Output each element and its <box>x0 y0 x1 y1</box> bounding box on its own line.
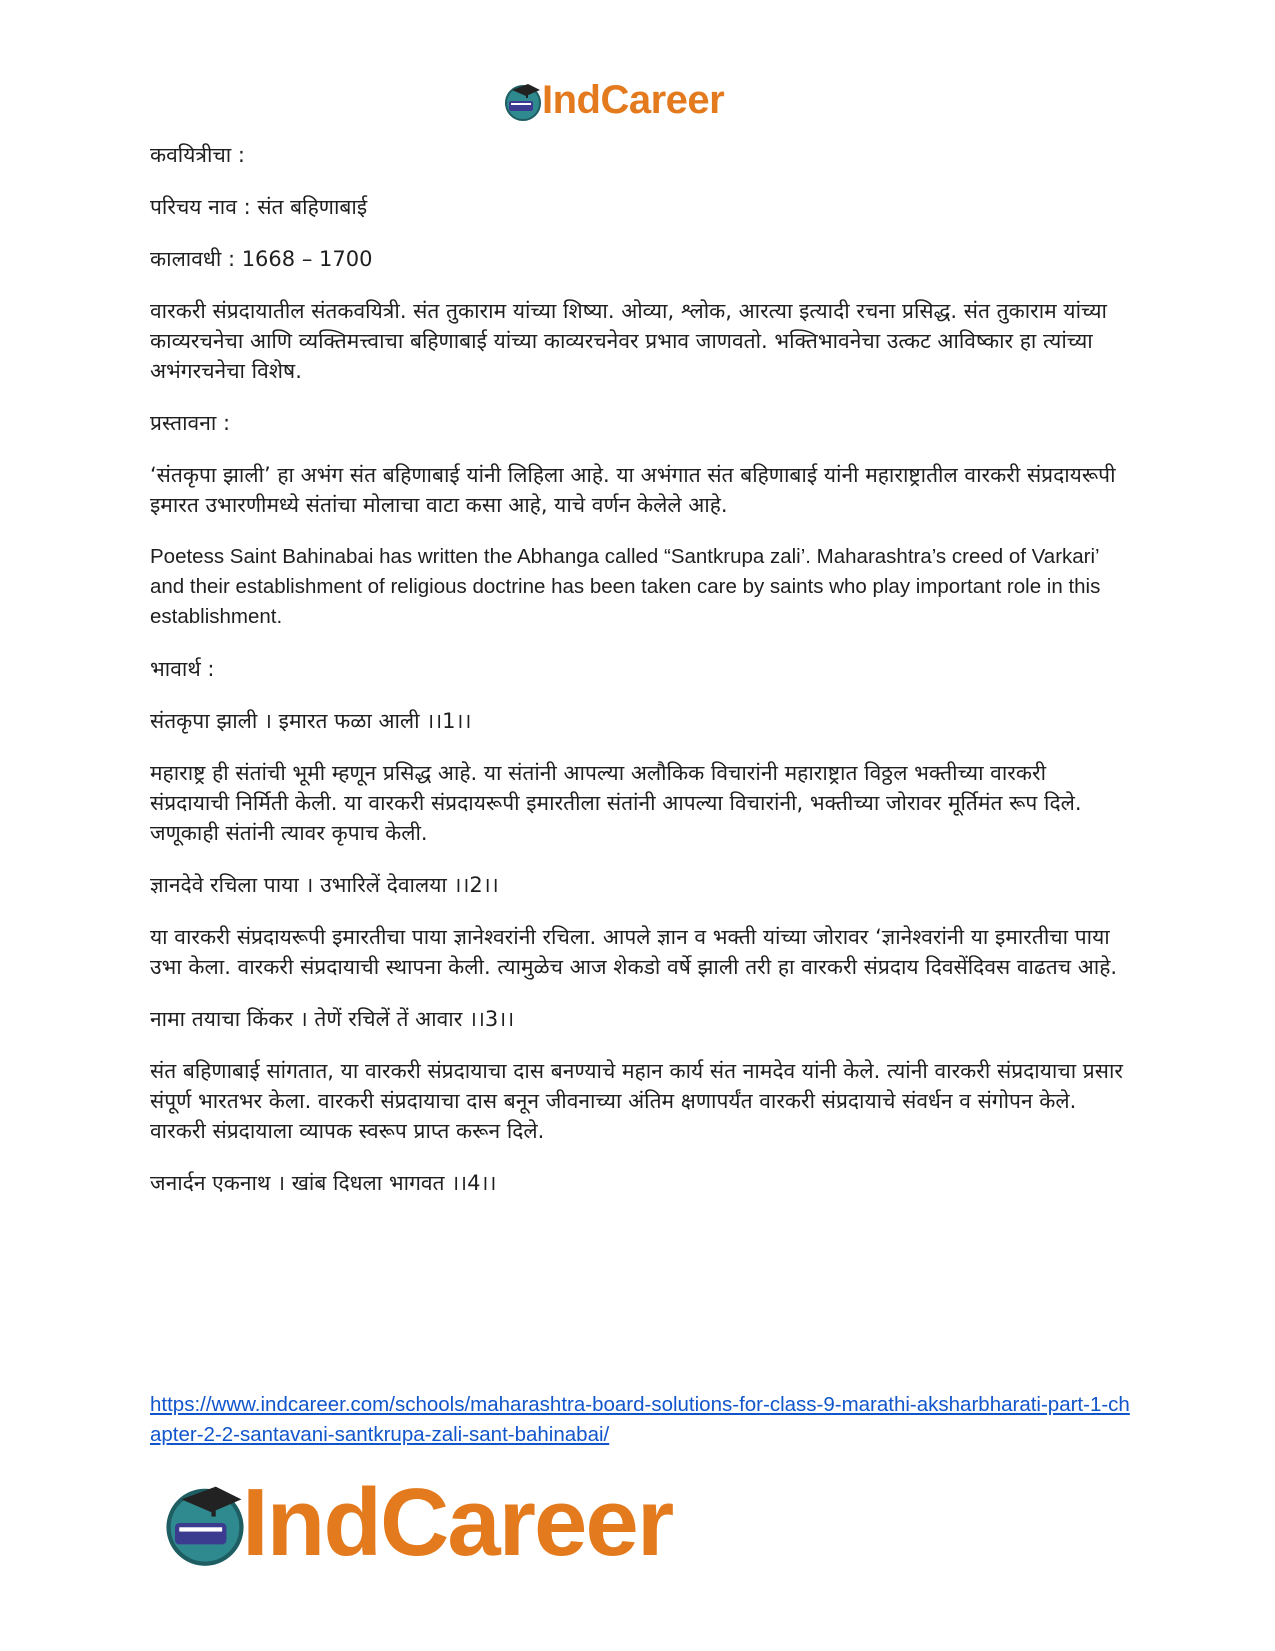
article-body <box>150 140 1130 1198</box>
verse-3-meaning: संत बहिणाबाई सांगतात, या वारकरी संप्रदायाचा दास बनण्याचे महान कार्य संत नामदेव यांनी केले. त्यांनी वारकरी संप्रदायाचा प्रसार संपूर्ण भारतभर केला. वारकरी संप्रदायाचा दास बनून जीवनाच्या अंतिम क्षणापर्यंत वारकरी संप्रदायाचे संवर्धन व संगोपन केले. वारकरी संप्रदायाला व्यापक स्वरूप प्राप्त करून दिले. <box>150 1059 1123 1143</box>
verse-4: जनार्दन एकनाथ । खांब दिधला भागवत ।।4।। <box>150 1171 497 1195</box>
verse-2-meaning: या वारकरी संप्रदायरूपी इमारतीचा पाया ज्ञानेश्वरांनी रचिला. आपले ज्ञान व भक्ती यांच्या जोरावर ‘ज्ञानेश्वरांनी या इमारतीचा पाया उभा केला. वारकरी संप्रदायाची स्थापना केली. त्यामुळेच आज शेकडो वर्षे झाली तरी हा वारकरी संप्रदाय दिवसेंदिवस वाढतच आहे. <box>150 925 1118 979</box>
verse-1: संतकृपा झाली । इमारत फळा आली ।।1।। <box>150 709 472 733</box>
globe-graduate-icon <box>502 80 544 122</box>
verse-3: नामा तयाचा किंकर । तेणें रचिलें तें आवार ।।3।। <box>150 1007 515 1031</box>
globe-graduate-icon <box>160 1478 250 1568</box>
preface-heading: प्रस्तावना : <box>150 411 231 435</box>
footer-logo[interactable] <box>160 1468 672 1578</box>
verse-2: ज्ञानदेवे रचिला पाया । उभारिलें देवालया ।।2।। <box>150 873 499 897</box>
verse-1-meaning: महाराष्ट्र ही संतांची भूमी म्हणून प्रसिद्ध आहे. या संतांनी आपल्या अलौकिक विचारांनी महाराष्ट्रात विठ्ठल भक्तीच्या वारकरी संप्रदायाची निर्मिती केली. या वारकरी संप्रदायरूपी इमारतीला संतांनी आपल्या विचारांनी, भक्तीच्या जोरावर मूर्तिमंत रूप दिले. जणूकाही संतांनी त्यावर कृपाच केली. <box>150 761 1082 845</box>
source-link[interactable]: https://www.indcareer.com/schools/maharashtra-board-solutions-for-class-9-marathi-aksharbharati-part-1-chapter-2-2-santavani-santkrupa-zali-sant-bahinabai/ <box>150 1393 1130 1446</box>
preface-english: Poetess Saint Bahinabai has written the Abhanga called “Santkrupa zali’. Maharashtra’s creed of Varkari’ and their establishment of religious doctrine has been taken care by saints who play important role in this establishment. <box>150 545 1101 628</box>
meaning-heading: भावार्थ : <box>150 657 215 681</box>
poet-period: कालावधी : 1668 – 1700 <box>150 247 373 271</box>
poet-name: परिचय नाव : संत बहिणाबाई <box>150 195 368 219</box>
brand-name: IndCareer <box>242 1469 673 1576</box>
brand-name: IndCareer <box>542 78 725 122</box>
poet-bio: वारकरी संप्रदायातील संतकवयित्री. संत तुकाराम यांच्या शिष्या. ओव्या, श्लोक, आरत्या इत्यादी रचना प्रसिद्ध. संत तुकाराम यांच्या काव्यरचनेचा आणि व्यक्तिमत्त्वाचा बहिणाबाई यांच्या काव्यरचनेवर प्रभाव जाणवतो. भक्तिभावनेचा उत्कट आविष्कार हा त्यांच्या अभंगरचनेचा विशेष. <box>150 299 1107 383</box>
intro-heading: कवयित्रीचा : <box>150 143 245 167</box>
header-logo[interactable] <box>502 78 724 123</box>
preface-marathi: ‘संतकृपा झाली’ हा अभंग संत बहिणाबाई यांनी लिहिला आहे. या अभंगात संत बहिणाबाई यांनी महाराष्ट्रातील वारकरी संप्रदायरूपी इमारत उभारणीमध्ये संतांचा मोलाचा वाटा कसा आहे, याचे वर्णन केलेले आहे. <box>150 463 1116 517</box>
